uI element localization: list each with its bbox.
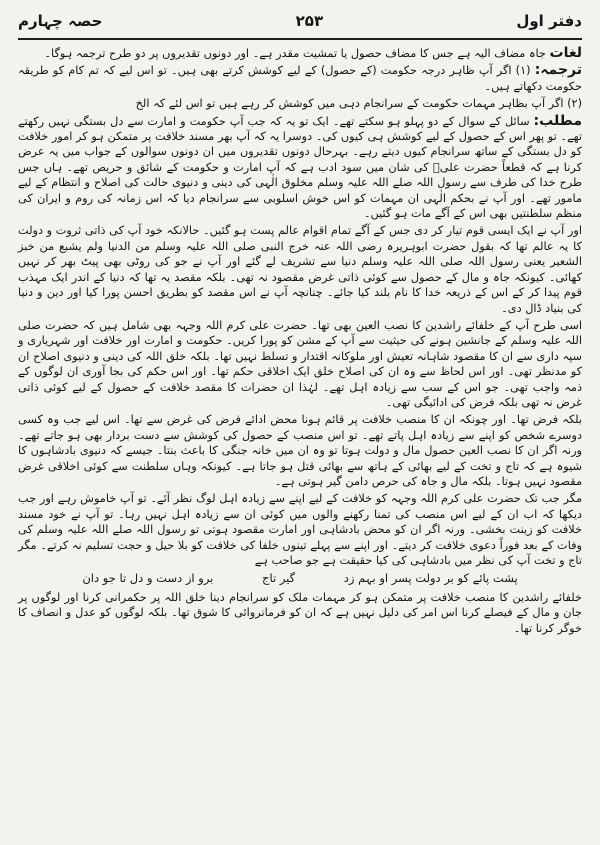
tarjuma-text-1: (۱) اگر آپ ظاہر درجہ حکومت (کے حصول) کے لیے کوشش کرتے بھی ہیں۔ تو اس لیے کہ تم کام کو طریقہ حکومت دکھاتے ہیں۔ <box>18 64 582 93</box>
body-paragraph: مگر جب تک حضرت علی کرم اللہ وجہہ کو خلافت کے لیے اپنے سے زیادہ اہل لوگ نظر آئے۔ تو آپ خاموش رہے اور جب دیکھا کہ اب ان کے لیے اس منصب کی تمنا رکھنے والوں میں کوئی ان سے زیادہ اہل نہیں رہا۔ تو آپ نے خود مسند خلافت کو زینت بخشی۔ ورنہ اگر ان کو محض بادشاہی اور امارت مقصود ہوتی تو رسول اللہ صلے اللہ علیہ وسلم کی وفات کے بعد فوراً دعوی خلافت کر دیتے۔ اور اپنے سے پہلے تینوں خلفا کی خلافت کو بلا حیل و حجت تسلیم نہ کرتے۔ مگر تاج و تخت آپ کی نظر میں بادشاہی کی کیا حقیقت ہے جو صاحب ہے <box>18 492 582 567</box>
verse-line-1: برو از دست و دل تا جو دان <box>82 571 214 586</box>
closing-paragraph: خلفائے راشدین کا منصب خلافت پر متمکن ہو کر مہمات ملک کو سرانجام دینا خلق اللہ پر حکمرانی کرنا اور لوگوں پر جان و مال کے فیصلے کرنا اس امر کی دلیل نہیں ہے کہ ان کو فرمانروائی کا شوق تھا۔ بلکہ لوگوں کو عدل و انصاف کا خوگر کرنا تھا۔ <box>18 590 582 635</box>
lughat-text: جاہ مضاف الیہ ہے جس کا مضاف حصول یا تمشیت مقدر ہے۔ اور دونوں تقدیروں پر دو طرح ترجمہ ہوگا۔ <box>44 47 546 60</box>
tarjuma-paragraph <box>18 63 582 94</box>
tarjuma-text-2: (۲) اگر آپ بظاہر مہمات حکومت کے سرانجام دہی میں کوشش کر رہے ہیں تو اس لئے کہ الخ <box>135 97 582 111</box>
header-rule <box>18 38 582 40</box>
body-paragraph: اسی طرح آپ کے خلفائے راشدین کا نصب العین بھی تھا۔ حضرت علی کرم اللہ وجہہ بھی شامل ہیں کہ حضرت صلی اللہ علیہ وسلم کے جانشین ہونے کی حیثیت سے آپ کے مشن کو پورا کریں۔ حکومت و امارت اور خلافت اور شہریاری و سپہ داری سے ان کا مقصود شاہانہ تعیش اور ملوکانہ اقتدار و تسلط نہیں تھا۔ بلکہ خلق اللہ کی دینی و دنیوی اصلاح ان کو مدنظر تھی۔ اور اس لحاظ سے وہ ان کی اصلاح خلق ایک اخلاقی حکم تھا۔ اور اس حکم کی بجا آوری ان لوگوں کے ذمہ واجب تھی۔ جو اس کے سب سے زیادہ اہل تھے۔ لہٰذا ان حضرات کا مقصد خلافت کے حصول کے لیے کوئی ذاتی غرض نہ تھی بلکہ فرض کی ادائیگی تھی۔ <box>18 318 582 409</box>
persian-verse <box>58 571 542 586</box>
verse-line-3: پشت پائے کو بر دولت پسر او بہم زد <box>343 571 518 586</box>
matlab-label: مطلب: <box>533 112 582 129</box>
page-body <box>18 46 582 837</box>
tarjuma-label: ترجمہ: <box>534 62 582 79</box>
page-number: ۲۵۳ <box>295 12 324 30</box>
volume-label: دفتر اول <box>516 12 582 30</box>
lughat-label: لغات <box>549 45 582 61</box>
body-paragraph: بلکہ فرض تھا۔ اور چونکہ ان کا منصب خلافت پر قائم ہونا محض ادائے فرض کی غرض سے تھا۔ اس لیے جب وہ کسی دوسرے شخص کو اپنے سے زیادہ اہل پاتے تھے۔ تو اس منصب کے حصول کی کوشش سے دست بردار بھی ہو جاتے تھے۔ ورنہ اگر ان کا نصب العین حصول مال و دولت ہوتا تو وہ ان میں خانہ جنگی کا باعث بنتا۔ جیسے کہ دنیوی بادشاہوں کا شیوہ ہے کہ تاج و تخت کے لیے بھائی کے ہاتھ سے بھائی قتل ہو جاتا ہے۔ کیونکہ وہاں سلطنت سے کوئی اخلاقی غرض مقصود نہیں ہوتا۔ بلکہ مال و جاہ کی حرص دامن گیر ہوتی ہے۔ <box>18 413 582 488</box>
page-header <box>18 8 582 34</box>
tarjuma-paragraph-2 <box>18 96 582 111</box>
verse-line-2: گیر تاج <box>262 571 296 586</box>
matlab-paragraph <box>18 114 582 222</box>
part-label: حصہ چہارم <box>18 12 103 30</box>
body-paragraph: اور آپ نے ایک ایسی قوم تیار کر دی جس کے آگے تمام اقوام عالم پست ہو گئیں۔ حالانکہ خود آپ کی ذاتی ثروت و دولت کا یہ عالم تھا کہ بقول حضرت ابوہریرہ رضی اللہ عنہ خرج النبی صلی اللہ علیہ وسلم من الدنیا ولم یشبع من خبز الشعیر یعنی رسول اللہ صلی اللہ علیہ وسلم دنیا سے تشریف لے گئے اور آپ نے جو کی روٹی بھی پیٹ بھر کر نہیں کھائی۔ کیونکہ جاہ و مال کے حصول سے کوئی ذاتی غرض مقصود نہ تھی۔ بلکہ مقصد یہ تھا کہ دنیا کے اندر ایک مہذب قوم پیدا کر کے اس کے ذریعہ خدا کا نام بلند کیا جائے۔ چنانچہ آپ نے اس مقصد کو بطریق احسن پورا کیا اور دین و دنیا کی بنیاد ڈال دی۔ <box>18 224 582 315</box>
matlab-text: سائل کے سوال کے دو پہلو ہو سکتے تھے۔ ایک تو یہ کہ جب آپ حکومت و امارت سے دل بستگی نہیں رکھتے تھے۔ تو پھر اس کے حصول کے لیے کوشش ہی کیوں کی۔ دوسرا یہ کہ آپ بھر مسند خلافت پر متمکن ہو کر امور خلافت کو دل بستگی کے ساتھ سرانجام کیوں دیتے رہے۔ بہرحال دونوں تقدیروں میں ان دونوں سوالوں کے جواب میں یہ عرض کرنا ہے کہ قطعاً حضرت علیؓ کی شان میں سود ادب ہے کہ آپ امارت و حکومت کے شائق و حریص تھے۔ ہاں جس طرح خدا کی طرف سے رسول اللہ صلے اللہ علیہ وسلم مخلوق الٰہی کی دینی و دنیوی حالت کی اصلاح و انتظام کے لیے مامور تھے۔ اور آپ نے بحکم الٰہی ان مہمات کو اس خوش اسلوبی سے سرانجام دیا کہ اس زمانہ کی روم و ایران کی منظم سلطنتیں بھی اس کے آگے مات ہو گئیں۔ <box>18 114 582 221</box>
lughat-paragraph <box>18 46 582 61</box>
